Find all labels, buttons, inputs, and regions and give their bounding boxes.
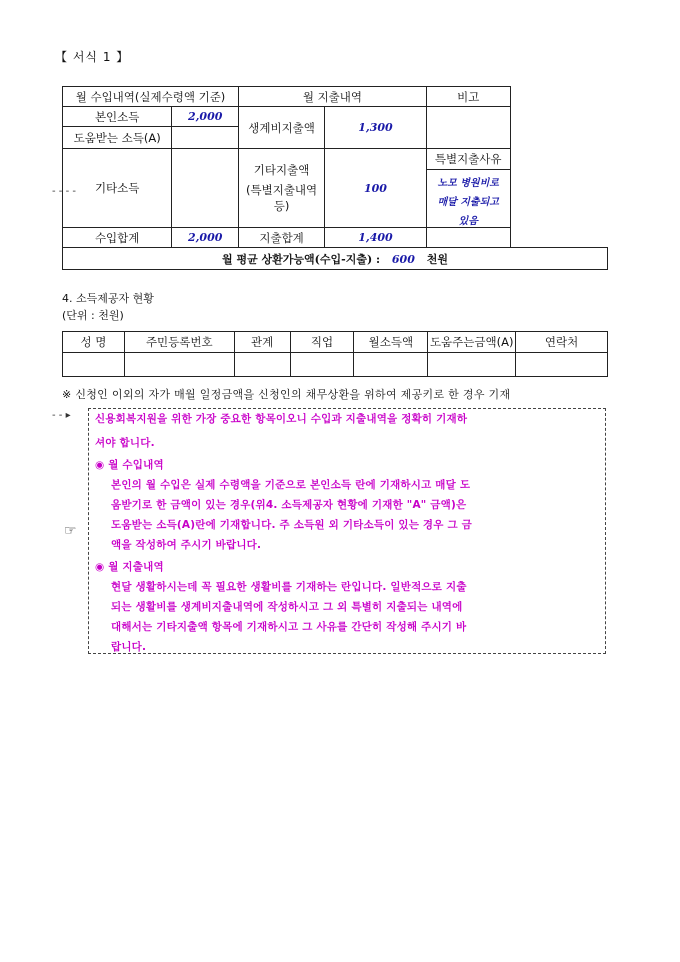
avg-repayment-value: 600	[391, 252, 415, 266]
income-expense-table	[62, 86, 608, 270]
col-relation: 관계	[234, 332, 290, 353]
col-monthly-income: 월소득액	[354, 332, 428, 353]
other-income-label: 기타소득	[63, 149, 172, 228]
avg-repayment-label: 월 평균 상환가능액(수입-지출) :	[222, 252, 381, 266]
header-income: 월 수입내역(실제수령액 기준)	[63, 87, 239, 107]
cell-empty	[516, 353, 608, 377]
other-expense-label	[239, 149, 325, 228]
other-expense-value: 100	[325, 149, 427, 228]
guide-income-line2: 움받기로 한 금액이 있는 경우(위4. 소득제공자 현황에 기재한 "A" 금액)은	[111, 499, 467, 511]
form-title: 【 서식 1 】	[55, 50, 130, 64]
dash-marker: - - - -	[52, 186, 76, 197]
living-expense-value: 1,300	[325, 107, 427, 149]
income-total-label: 수입합계	[63, 228, 172, 248]
special-reason-cell	[426, 149, 510, 228]
cell-empty	[428, 353, 516, 377]
guide-income-line3: 도움받는 소득(A)란에 기재합니다. 주 소득원 외 기타소득이 있는 경우 그 금	[111, 519, 473, 531]
guide-income-line1: 본인의 월 수입은 실제 수령액을 기준으로 본인소득 란에 기재하시고 매달 도	[111, 479, 471, 491]
guide-expense-line1: 현달 생활하시는데 꼭 필요한 생활비를 기재하는 란입니다. 일반적으로 지출	[111, 581, 467, 593]
provider-section-title: 4. 소득제공자 현황	[62, 292, 154, 305]
guide-expense-line3: 대해서는 기타지출액 항목에 기재하시고 그 사유를 간단히 작성해 주시기 바	[111, 621, 467, 633]
special-reason-label: 특별지출사유	[427, 149, 510, 170]
other-income-value	[172, 149, 239, 228]
guide-intro-line1: 신용회복지원을 위한 가장 중요한 항목이오니 수입과 지출내역을 정확히 기재하	[95, 413, 468, 425]
cell-empty	[234, 353, 290, 377]
provider-unit: (단위 : 천원)	[62, 309, 124, 322]
support-income-label: 도움받는 소득(A)	[63, 127, 172, 149]
cell-empty	[290, 353, 354, 377]
arrow-marker: - - ▸	[52, 410, 71, 421]
guide-income-heading: ◉ 월 수입내역	[95, 459, 164, 471]
own-income-label: 본인소득	[63, 107, 172, 127]
income-total-value: 2,000	[172, 228, 239, 248]
guide-income-line4: 액을 작성하여 주시기 바랍니다.	[111, 539, 262, 551]
guide-expense-line2: 되는 생활비를 생계비지출내역에 작성하시고 그 외 특별히 지출되는 내역에	[111, 601, 463, 613]
guide-box	[88, 408, 606, 654]
avg-repayment-unit: 천원	[426, 252, 448, 266]
guide-intro-line2: 셔야 합니다.	[95, 437, 155, 449]
col-job: 직업	[290, 332, 354, 353]
remarks-empty	[426, 107, 510, 149]
own-income-value: 2,000	[172, 107, 239, 127]
special-reason-line3: 있음	[458, 216, 478, 227]
guide-expense-heading: ◉ 월 지출내역	[95, 561, 164, 573]
guide-expense-line4: 랍니다.	[111, 641, 147, 653]
pointing-hand-icon: ☞	[64, 523, 77, 539]
avg-repayment-row	[63, 248, 608, 270]
other-expense-label-line2: (특별지출내역 등)	[246, 183, 318, 213]
header-expense: 월 지출내역	[239, 87, 427, 107]
living-expense-label: 생계비지출액	[239, 107, 325, 149]
cell-empty	[354, 353, 428, 377]
col-id-number: 주민등록번호	[124, 332, 234, 353]
other-expense-label-line1: 기타지출액	[253, 163, 310, 177]
col-support-amount: 도움주는금액(A)	[428, 332, 516, 353]
cell-empty	[63, 353, 125, 377]
provider-table	[62, 331, 608, 377]
expense-total-label: 지출합계	[239, 228, 325, 248]
cell-empty	[124, 353, 234, 377]
header-remarks: 비고	[426, 87, 510, 107]
col-contact: 연락처	[516, 332, 608, 353]
col-name: 성 명	[63, 332, 125, 353]
provider-note: ※ 신청인 이외의 자가 매월 일정금액을 신청인의 채무상환을 위하여 제공키로 한 경우 기재	[62, 388, 511, 401]
special-reason-line1: 노모 병원비로	[437, 178, 499, 189]
total-remarks-empty	[426, 228, 510, 248]
expense-total-value: 1,400	[325, 228, 427, 248]
special-reason-line2: 매달 지출되고	[437, 197, 499, 208]
support-income-value	[172, 127, 239, 149]
